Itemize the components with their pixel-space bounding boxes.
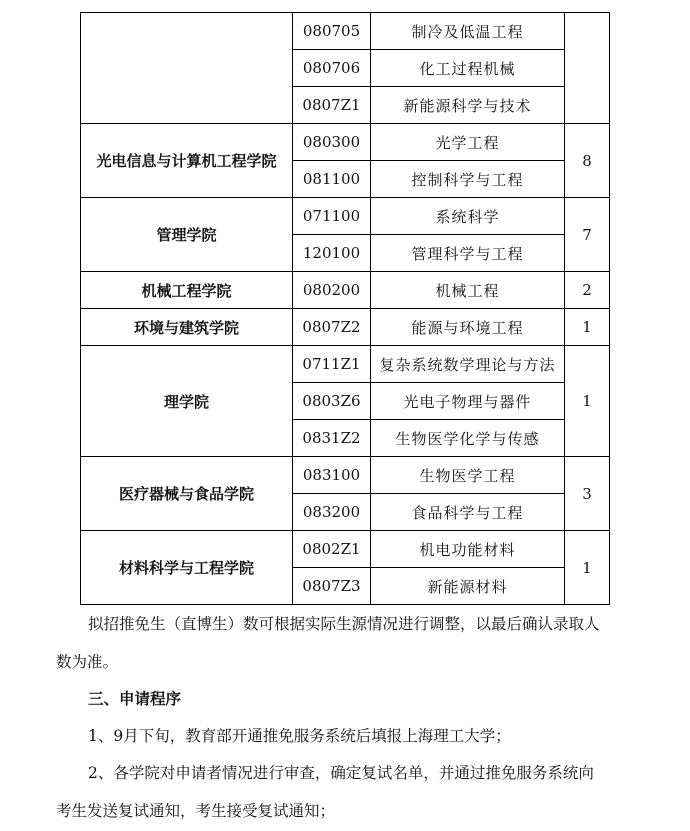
major-code-cell: 0807Z2 <box>293 309 371 346</box>
major-name-cell: 制冷及低温工程 <box>371 13 565 50</box>
college-cell <box>81 13 293 124</box>
step-1-text: 1、9月下旬，教育部开通推免服务系统后填报上海理工大学； <box>88 727 511 745</box>
major-code-cell: 080705 <box>293 13 371 50</box>
quota-cell: 7 <box>565 198 610 272</box>
college-cell: 理学院 <box>81 346 293 457</box>
major-code-cell: 083200 <box>293 494 371 531</box>
major-code-cell: 0807Z1 <box>293 87 371 124</box>
major-name-cell: 生物医学工程 <box>371 457 565 494</box>
quota-cell: 1 <box>565 346 610 457</box>
step-1-paragraph <box>56 717 636 755</box>
college-cell: 环境与建筑学院 <box>81 309 293 346</box>
major-name-cell: 光学工程 <box>371 124 565 161</box>
section-heading: 三、申请程序 <box>88 690 182 708</box>
major-name-cell: 控制科学与工程 <box>371 161 565 198</box>
table-row <box>81 124 610 161</box>
quota-cell <box>565 13 610 124</box>
major-code-cell: 071100 <box>293 198 371 235</box>
quota-cell: 3 <box>565 457 610 531</box>
note-line-1: 拟招推免生（直博生）数可根据实际生源情况进行调整，以最后确认录取人 <box>88 615 600 633</box>
major-name-cell: 生物医学化学与传感 <box>371 420 565 457</box>
quota-cell: 8 <box>565 124 610 198</box>
quota-cell: 1 <box>565 531 610 605</box>
table-row <box>81 13 610 50</box>
major-code-cell: 081100 <box>293 161 371 198</box>
step-2-line-2: 考生发送复试通知，考生接受复试通知； <box>56 802 336 820</box>
major-name-cell: 机电功能材料 <box>371 531 565 568</box>
major-code-cell: 0711Z1 <box>293 346 371 383</box>
table-row <box>81 309 610 346</box>
note-paragraph <box>56 605 636 681</box>
major-name-cell: 食品科学与工程 <box>371 494 565 531</box>
college-cell: 医疗器械与食品学院 <box>81 457 293 531</box>
major-code-cell: 080706 <box>293 50 371 87</box>
major-code-cell: 0807Z3 <box>293 568 371 605</box>
table-body <box>81 13 610 605</box>
table-row <box>81 272 610 309</box>
step-2-line-1: 2、各学院对申请者情况进行审查，确定复试名单，并通过推免服务系统向 <box>88 764 594 782</box>
major-code-cell: 080200 <box>293 272 371 309</box>
table-row <box>81 531 610 568</box>
table-row <box>81 346 610 383</box>
major-code-cell: 083100 <box>293 457 371 494</box>
major-name-cell: 系统科学 <box>371 198 565 235</box>
major-code-cell: 0803Z6 <box>293 383 371 420</box>
college-cell: 机械工程学院 <box>81 272 293 309</box>
college-cell: 光电信息与计算机工程学院 <box>81 124 293 198</box>
major-code-cell: 0831Z2 <box>293 420 371 457</box>
quota-cell: 2 <box>565 272 610 309</box>
major-code-cell: 080300 <box>293 124 371 161</box>
college-cell: 材料科学与工程学院 <box>81 531 293 605</box>
major-code-cell: 120100 <box>293 235 371 272</box>
table-row <box>81 198 610 235</box>
step-2-paragraph <box>56 754 636 830</box>
major-name-cell: 新能源材料 <box>371 568 565 605</box>
major-name-cell: 光电子物理与器件 <box>371 383 565 420</box>
table-row <box>81 457 610 494</box>
major-name-cell: 新能源科学与技术 <box>371 87 565 124</box>
college-cell: 管理学院 <box>81 198 293 272</box>
enrollment-plan-table <box>80 12 610 605</box>
major-name-cell: 化工过程机械 <box>371 50 565 87</box>
major-code-cell: 0802Z1 <box>293 531 371 568</box>
major-name-cell: 复杂系统数学理论与方法 <box>371 346 565 383</box>
major-name-cell: 管理科学与工程 <box>371 235 565 272</box>
major-name-cell: 机械工程 <box>371 272 565 309</box>
section-heading-paragraph <box>56 680 636 718</box>
note-line-2: 数为准。 <box>56 653 119 671</box>
major-name-cell: 能源与环境工程 <box>371 309 565 346</box>
quota-cell: 1 <box>565 309 610 346</box>
